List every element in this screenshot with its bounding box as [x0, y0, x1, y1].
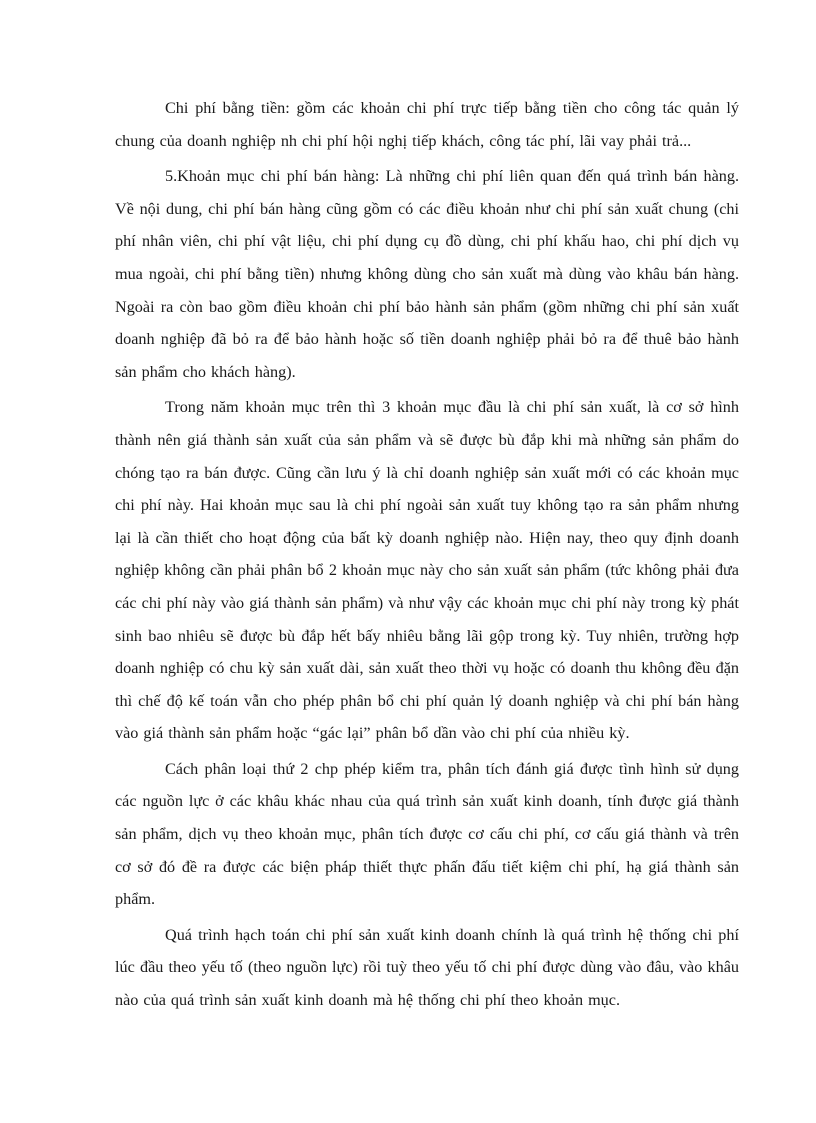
document-page: [115, 92, 739, 1017]
paragraph-cost-accounting-process: Quá trình hạch toán chi phí sản xuất kinh doanh chính là quá trình hệ thống chi phí lúc đầu theo yếu tố (theo nguồn lực) rồi tuỳ theo yếu tố chi phí được dùng vào đâu, vào khâu nào của quá trình sản xuất kinh doanh mà hệ thống chi phí theo khoản mục.: [115, 925, 739, 1010]
paragraph-selling-expenses: 5.Khoản mục chi phí bán hàng: Là những chi phí liên quan đến quá trình bán hàng. Về nội dung, chi phí bán hàng cũng gồm có các điều khoản như chi phí sản xuất chung (chi phí nhân viên, chi phí vật liệu, chi phí dụng cụ đồ dùng, chi phí khấu hao, chi phí dịch vụ mua ngoài, chi phí bằng tiền) nhưng không dùng cho sản xuất mà dùng vào khâu bán hàng. Ngoài ra còn bao gồm điều khoản chi phí bảo hành sản phẩm (gồm những chi phí sản xuất doanh nghiệp đã bỏ ra để bảo hành hoặc số tiền doanh nghiệp phải bỏ ra để thuê bảo hành sản phẩm cho khách hàng).: [115, 167, 739, 381]
paragraph-cash-expenses: Chi phí bằng tiền: gồm các khoản chi phí trực tiếp bằng tiền cho công tác quản lý chung của doanh nghiệp nh chi phí hội nghị tiếp khách, công tác phí, lãi vay phải trả...: [115, 99, 739, 150]
paragraph-five-cost-items: Trong năm khoản mục trên thì 3 khoản mục đầu là chi phí sản xuất, là cơ sở hình thành nên giá thành sản xuất của sản phẩm và sẽ được bù đắp khi mà những sản phẩm do chóng tạo ra bán được. Cũng cần lưu ý là chỉ doanh nghiệp sản xuất mới có các khoản mục chi phí này. Hai khoản mục sau là chi phí ngoài sản xuất tuy không tạo ra sản phẩm nhưng lại là cần thiết cho hoạt động của bất kỳ doanh nghiệp nào. Hiện nay, theo quy định doanh nghiệp không cần phải phân bổ 2 khoản mục này cho sản xuất sản phẩm (tức không phải đưa các chi phí này vào giá thành sản phẩm) và như vậy các khoản mục chi phí này trong kỳ phát sinh bao nhiêu sẽ được bù đắp hết bấy nhiêu bằng lãi gộp trong kỳ. Tuy nhiên, trường hợp doanh nghiệp có chu kỳ sản xuất dài, sản xuất theo thời vụ hoặc có doanh thu không đều đặn thì chế độ kế toán vẫn cho phép phân bổ chi phí quản lý doanh nghiệp và chi phí bán hàng vào giá thành sản phẩm hoặc “gác lại” phân bổ dần vào chi phí của nhiều kỳ.: [115, 398, 739, 743]
paragraph-classification-method: Cách phân loại thứ 2 chp phép kiểm tra, phân tích đánh giá được tình hình sử dụng các nguồn lực ở các khâu khác nhau của quá trình sản xuất kinh doanh, tính được giá thành sản phẩm, dịch vụ theo khoản mục, phân tích được cơ cấu chi phí, cơ cấu giá thành và trên cơ sở đó đề ra được các biện pháp thiết thực phấn đấu tiết kiệm chi phí, hạ giá thành sản phẩm.: [115, 759, 739, 909]
